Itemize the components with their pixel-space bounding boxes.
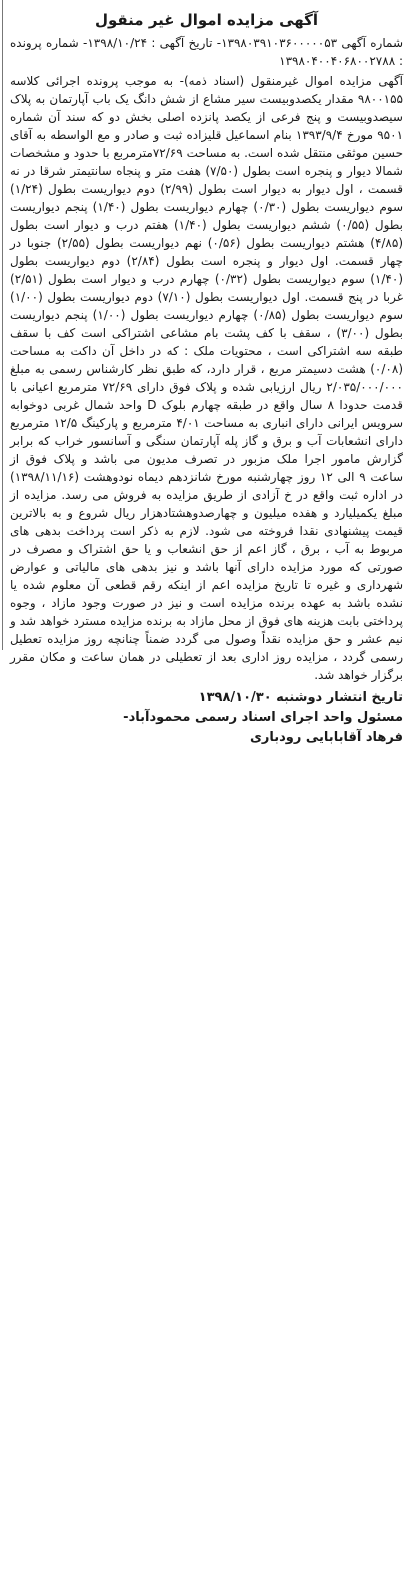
notice-body: آگهی مزایده اموال غیرمنقول (اسناد ذمه)- به موجب پرونده اجرائی کلاسه ۹۸۰۰۱۵۵ مقدار یکصدوبیست سیر مشاع از شش دانگ یک باب آپارتمان به پلاک سیصدوبیست و پنج فرعی از یکصد پانزده اصلی بخش دو که سند آن شماره ۹۵۰۱ مورخ ۱۳۹۳/۹/۴ بنام اسماعیل قلیزاده ثبت و صادر و مع الواسطه به آقای حسین موثقی منتقل شده است. به مساحت ۷۲/۶۹مترمربع با حدود و مشخصات شمالا دیوار و پنجره است بطول (۷/۵۰) هفت متر و پنجاه سانتیمتر شرقا در نه قسمت ، اول دیوار به دیوار است بطول (۲/۹۹) دوم دیواریست بطول (۱/۲۴) سوم دیواریست بطول (۰/۳۰) چهارم دیواریست بطول (۱/۴۰) پنجم دیواریست بطول (۰/۵۵) ششم دیواریست بطول (۱/۴۰) هفتم درب و دیوار است بطول (۴/۸۵) هشتم دیواریست بطول (۰/۵۶) نهم دیواریست بطول (۲/۵۵) جنوبا در چهار قسمت. اول دیوار و پنجره است بطول (۲/۸۴) دوم دیواریست بطول (۱/۴۰) سوم دیواریست بطول (۰/۳۲) چهارم درب و دیوار است بطول (۲/۵۱) غربا در پنج قسمت. اول دیواریست بطول (۷/۱۰) دوم دیواریست بطول (۱/۰۰) سوم دیواریست بطول (۰/۸۵) چهارم دیواریست بطول (۱/۰۰) پنجم دیواریست بطول (۳/۰۰) ، سقف با کف پشت بام مشاعی اشتراکی است کف با سقف طبقه سه اشتراکی است ، محتویات ملک : که در داخل آن داکت به مساحت (۰/۰۸) هشت دسیمتر مربع ، قرار دارد، که طبق نظر کارشناس رسمی به مبلغ ۲/۰۳۵/۰۰۰/۰۰۰ ریال ارزیابی شده و پلاک فوق دارای ۷۲/۶۹ مترمربع اعیانی با قدمت حدودا ۸ سال واقع در طبقه چهارم بلوک D واحد شمال غربی دوخوابه سرویس ایرانی دارای انباری به مساحت ۴/۰۱ مترمربع و پارکینگ ۱۲/۵ مترمربع دارای انشعابات آب و برق و گاز پله آپارتمان سنگی و آسانسور خراب که برابر گزارش مامور اجرا ملک مزبور در تصرف مدیون می باشد و پلاک فوق از ساعت ۹ الی ۱۲ روز چهارشنبه مورخ شانزدهم دیماه نودوهشت (۱۳۹۸/۱۱/۱۶) در اداره ثبت واقع در خ آزادی از طریق مزایده به فروش می رسد. مزایده از مبلغ یکمیلیارد و هفده میلیون و چهارصدوهشتادهزار ریال شروع و به بالاترین قیمت پیشنهادی نقدا فروخته می شود. لازم به ذکر است پرداخت بدهی های مربوط به آب ، برق ، گاز اعم از حق انشعاب و یا حق اشتراک و مصرف در صورتی که مورد مزایده دارای آنها باشد و نیز بدهی های مالیاتی و عوارض شهرداری و غیره تا تاریخ مزایده اعم از اینکه رقم قطعی آن معلوم شده یا نشده باشد به عهده برنده مزایده است و نیز در صورت وجود مازاد ، وجوه پرداختی بابت هزینه های فوق از محل مازاد به برنده مزایده مسترد خواهد شد و نیم عشر و حق مزایده نقداً وصول می گردد ضمناً چنانچه روز مزایده تعطیل رسمی گردد ، مزایده روز اداری بعد از تعطیلی در همان ساعت و مکان مقرر برگزار خواهد شد. bbox=[10, 74, 404, 682]
column-divider-line bbox=[2, 0, 3, 650]
notice-reference-numbers: شماره آگهی ۱۳۹۸۰۳۹۱۰۳۶۰۰۰۰۰۵۳- تاریخ آگهی : ۱۳۹۸/۱۰/۲۴- شماره پرونده : ۱۳۹۸۰۴۰۰۴۰۶۸۰۰۲۷۸۸ bbox=[10, 36, 403, 68]
officer-title: مسئول واحد اجرای اسناد رسمی محمودآباد- bbox=[123, 710, 403, 725]
officer-name: فرهاد آقابابایی رودباری bbox=[249, 730, 403, 745]
notice-title: آگهی مزایده اموال غیر منقول bbox=[94, 11, 319, 29]
publish-date: تاریخ انتشار دوشنبه ۱۳۹۸/۱۰/۳۰ bbox=[198, 690, 403, 705]
notice-footer bbox=[10, 688, 403, 748]
